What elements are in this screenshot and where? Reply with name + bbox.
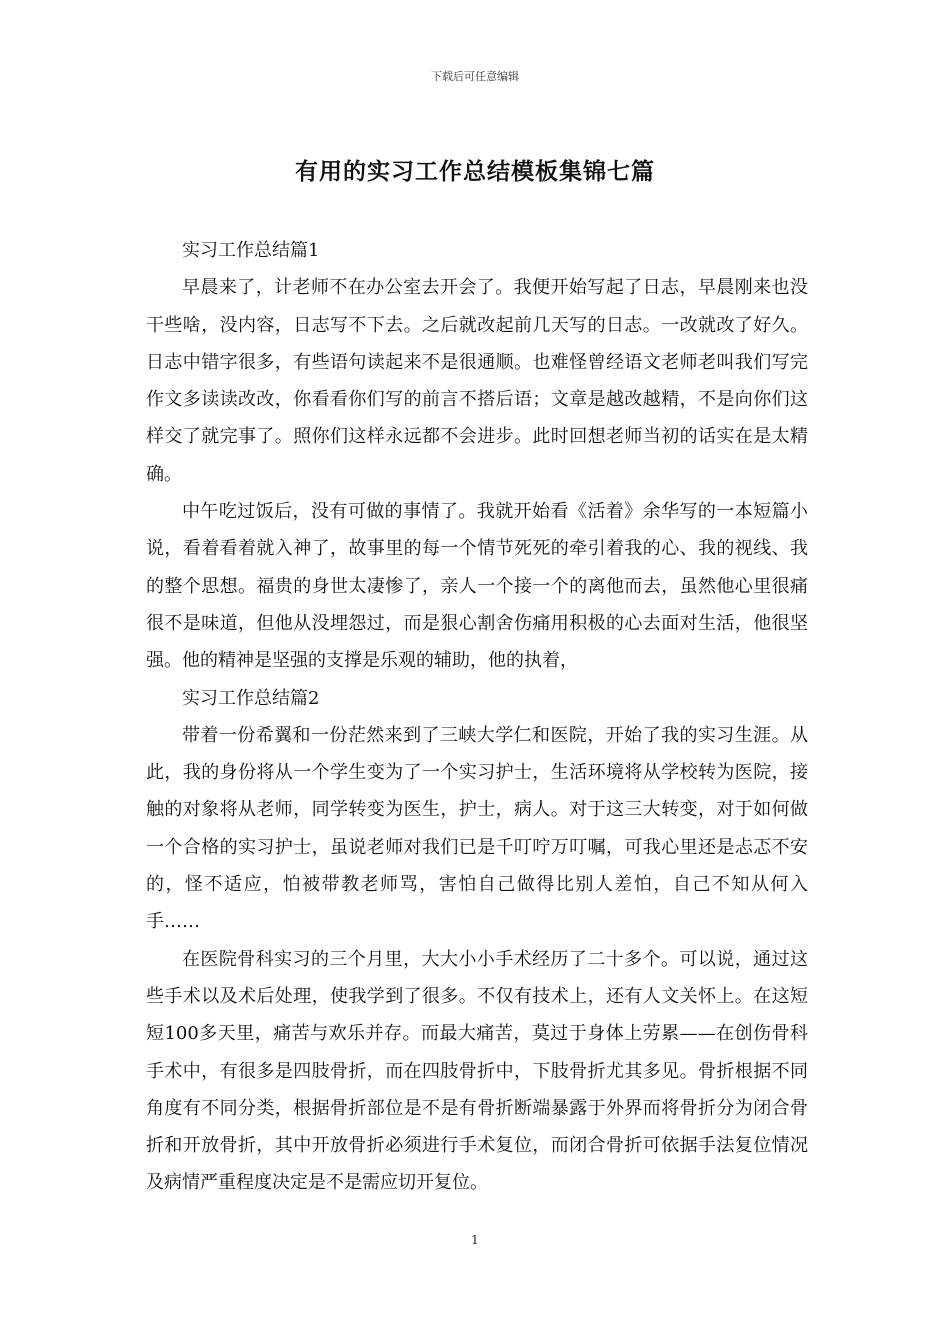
page-number: 1 bbox=[471, 1233, 479, 1247]
header-note: 下载后可任意编辑 bbox=[431, 70, 519, 83]
section-heading: 实习工作总结篇1 bbox=[182, 240, 320, 261]
document-title: 有用的实习工作总结模板集锦七篇 bbox=[295, 158, 655, 185]
document-body bbox=[146, 232, 808, 1202]
body-paragraph: 早晨来了，计老师不在办公室去开会了。我便开始写起了日志，早晨刚来也没干些啥，没内容，日志写不下去。之后就改起前几天写的日志。一改就改了好久。日志中错字很多，有些语句读起来不是很通顺。也难怪曾经语文老师老叫我们写完作文多读读改改，你看看你们写的前言不搭后语；文章是越改越精，不是向你们这样交了就完事了。照你们这样永远都不会进步。此时回想老师当初的话实在是太精确。 bbox=[146, 277, 808, 485]
section-heading: 实习工作总结篇2 bbox=[182, 687, 320, 709]
body-paragraph: 带着一份希翼和一份茫然来到了三峡大学仁和医院，开始了我的实习生涯。从此，我的身份将从一个学生变为了一个实习护士，生活环境将从学校转为医院，接触的对象将从老师，同学转变为医生，护士，病人。对于这三大转变，对于如何做一个合格的实习护士，虽说老师对我们已是千叮咛万叮嘱，可我心里还是忐忑不安的，怪不适应，怕被带教老师骂，害怕自己做得比别人差怕，自己不知从何入手…… bbox=[146, 724, 808, 933]
body-paragraph: 在医院骨科实习的三个月里，大大小小手术经历了二十多个。可以说，通过这些手术以及术后处理，使我学到了很多。不仅有技术上，还有人文关怀上。在这短短100多天里，痛苦与欢乐并存。而最大痛苦，莫过于身体上劳累——在创伤骨科手术中，有很多是四肢骨折，而在四肢骨折中，下肢骨折尤其多见。骨折根据不同角度有不同分类，根据骨折部位是不是有骨折断端暴露于外界而将骨折分为闭合骨折和开放骨折，其中开放骨折必须进行手术复位，而闭合骨折可依据手法复位情况及病情严重程度决定是不是需应切开复位。 bbox=[146, 948, 808, 1194]
body-paragraph: 中午吃过饭后，没有可做的事情了。我就开始看《活着》余华写的一本短篇小说，看着看着就入神了，故事里的每一个情节死死的牵引着我的心、我的视线、我的整个思想。福贵的身世太凄惨了，亲人一个接一个的离他而去，虽然他心里很痛很不是味道，但他从没埋怨过，而是狠心割舍伤痛用积极的心去面对生活，他很坚强。他的精神是坚强的支撑是乐观的辅助，他的执着， bbox=[146, 501, 808, 672]
